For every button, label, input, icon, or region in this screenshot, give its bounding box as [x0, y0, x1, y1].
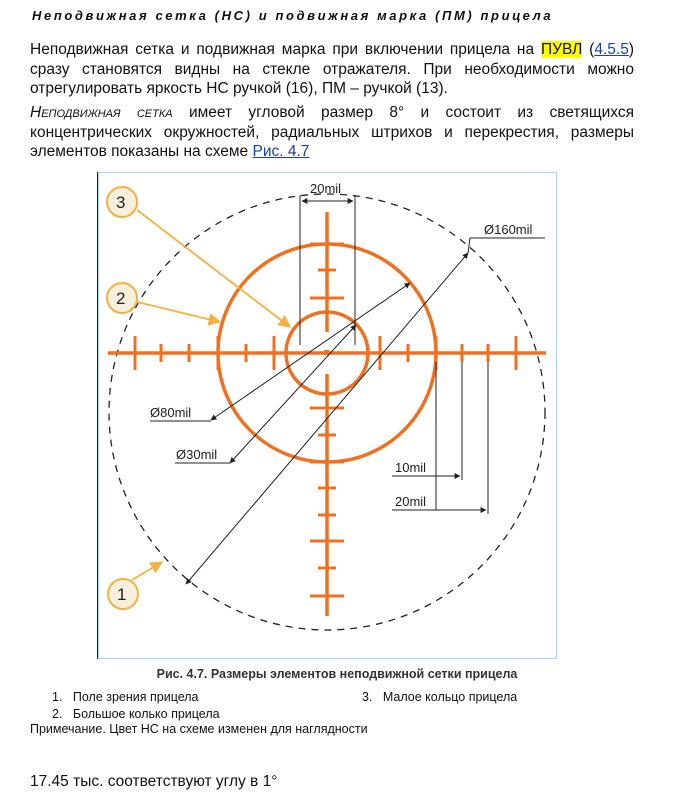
p1-text-2: ( — [582, 41, 595, 58]
legend-item-2: 2. Большое колько прицела — [52, 707, 220, 721]
dim-label-30: Ø30mil — [176, 447, 218, 462]
callout-1 — [108, 579, 138, 609]
callout-3 — [107, 187, 137, 217]
p2-text-1: имеет угловой размер 8° и состоит из светящихся концентрических окружностей, радиальных штрихов и перекрестия, размеры элементов показаны на схеме — [30, 104, 635, 160]
center-dot — [324, 350, 329, 355]
p1-text-1: Неподвижная сетка и подвижная марка при включении прицела на — [30, 41, 541, 58]
dim-label-20-right: 20mil — [395, 494, 427, 509]
dim-160-leader — [468, 238, 470, 253]
term-fixed-reticle: Неподвижная сетка — [30, 104, 173, 121]
svg-text:2: 2 — [116, 289, 126, 308]
highlighted-term: ПУВЛ — [540, 41, 583, 58]
callout-1-leader — [132, 562, 162, 580]
svg-text:3: 3 — [116, 193, 126, 212]
dim-label-20-top: 20mil — [310, 181, 342, 196]
section-link[interactable]: 4.5.5 — [594, 41, 629, 58]
dim-label-10: 10mil — [395, 460, 427, 475]
section-heading: Неподвижная сетка (НС) и подвижная марка (ПМ) прицела — [32, 8, 554, 23]
dim-label-160: Ø160mil — [484, 222, 533, 237]
callout-2 — [107, 283, 137, 313]
figure-caption: Рис. 4.7. Размеры элементов неподвижной сетки прицела — [156, 667, 518, 681]
footer-text: 17.45 тыс. соответствуют углу в 1° — [30, 773, 278, 790]
note-text: Примечание. Цвет НС на схеме изменен для наглядности — [30, 722, 368, 736]
p1-text-3: ) сразу становятся видны на стекле отражателя. При необходимости можно отрегулировать яркость НС ручкой (16), ПМ – ручкой (13). — [30, 41, 634, 97]
legend-item-1: 1. Поле зрения прицела — [52, 690, 199, 704]
legend-item-3: 3. Малое кольцо прицела — [362, 690, 518, 704]
dim-label-80: Ø80mil — [150, 405, 192, 420]
callout-3-leader — [137, 210, 290, 327]
figure-link[interactable]: Рис. 4.7 — [252, 143, 310, 160]
callout-2-leader — [137, 302, 220, 322]
svg-text:1: 1 — [117, 585, 127, 604]
